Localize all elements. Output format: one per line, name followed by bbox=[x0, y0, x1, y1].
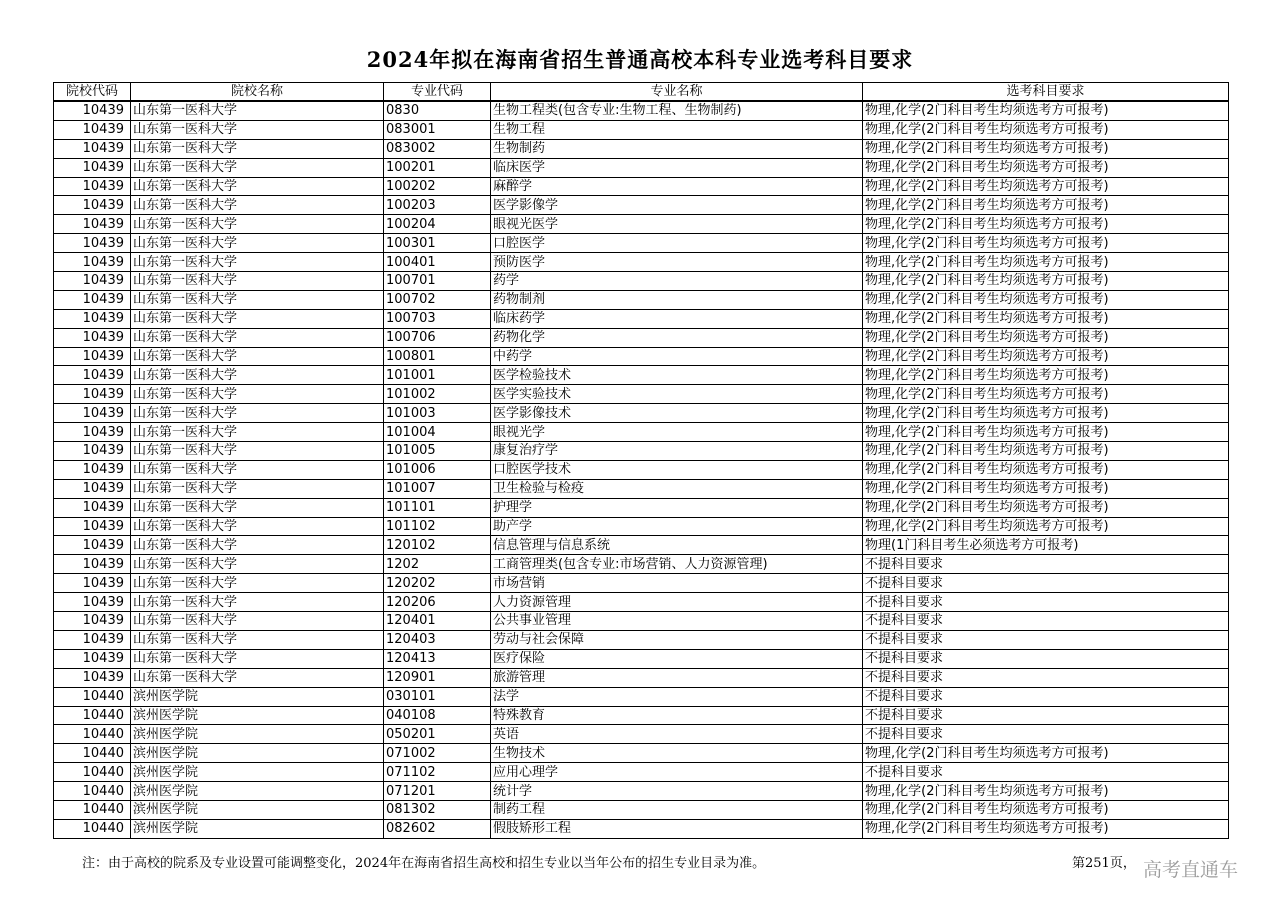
table-row bbox=[54, 668, 1229, 687]
school-name-cell: 山东第一医科大学 bbox=[131, 423, 384, 442]
major-name-cell: 助产学 bbox=[491, 517, 863, 536]
header-subject-requirement: 选考科目要求 bbox=[863, 83, 1229, 102]
school-code-cell: 10439 bbox=[54, 120, 131, 139]
table-row bbox=[54, 215, 1229, 234]
school-name-cell: 山东第一医科大学 bbox=[131, 574, 384, 593]
subject-requirement-cell: 不提科目要求 bbox=[863, 649, 1229, 668]
school-code-cell: 10439 bbox=[54, 139, 131, 158]
major-code-cell: 100201 bbox=[384, 158, 491, 177]
major-name-cell: 统计学 bbox=[491, 782, 863, 801]
school-code-cell: 10439 bbox=[54, 668, 131, 687]
major-name-cell: 公共事业管理 bbox=[491, 612, 863, 631]
header-major-code: 专业代码 bbox=[384, 83, 491, 102]
school-code-cell: 10440 bbox=[54, 782, 131, 801]
table-row bbox=[54, 139, 1229, 158]
school-code-cell: 10440 bbox=[54, 744, 131, 763]
school-code-cell: 10439 bbox=[54, 479, 131, 498]
subject-requirement-cell: 物理,化学(2门科目考生均须选考方可报考) bbox=[863, 479, 1229, 498]
school-code-cell: 10439 bbox=[54, 555, 131, 574]
major-name-cell: 法学 bbox=[491, 687, 863, 706]
table-row bbox=[54, 800, 1229, 819]
major-code-cell: 100203 bbox=[384, 196, 491, 215]
school-name-cell: 山东第一医科大学 bbox=[131, 404, 384, 423]
subject-requirement-cell: 不提科目要求 bbox=[863, 687, 1229, 706]
major-code-cell: 071002 bbox=[384, 744, 491, 763]
major-code-cell: 083002 bbox=[384, 139, 491, 158]
school-name-cell: 山东第一医科大学 bbox=[131, 139, 384, 158]
subject-requirement-cell: 不提科目要求 bbox=[863, 612, 1229, 631]
major-name-cell: 临床药学 bbox=[491, 309, 863, 328]
table-row bbox=[54, 819, 1229, 838]
subject-requirement-cell: 物理,化学(2门科目考生均须选考方可报考) bbox=[863, 139, 1229, 158]
school-name-cell: 山东第一医科大学 bbox=[131, 649, 384, 668]
major-name-cell: 康复治疗学 bbox=[491, 442, 863, 461]
major-name-cell: 信息管理与信息系统 bbox=[491, 536, 863, 555]
major-name-cell: 预防医学 bbox=[491, 253, 863, 272]
footer-note: 注：由于高校的院系及专业设置可能调整变化，2024年在海南省招生高校和招生专业以当年公布的招生专业目录为准。 bbox=[82, 856, 766, 871]
major-name-cell: 医疗保险 bbox=[491, 649, 863, 668]
school-code-cell: 10440 bbox=[54, 763, 131, 782]
school-code-cell: 10439 bbox=[54, 423, 131, 442]
school-name-cell: 山东第一医科大学 bbox=[131, 290, 384, 309]
major-name-cell: 眼视光医学 bbox=[491, 215, 863, 234]
school-code-cell: 10439 bbox=[54, 536, 131, 555]
major-code-cell: 0830 bbox=[384, 101, 491, 120]
school-code-cell: 10439 bbox=[54, 177, 131, 196]
table-row bbox=[54, 555, 1229, 574]
table-row bbox=[54, 498, 1229, 517]
major-code-cell: 100801 bbox=[384, 347, 491, 366]
subject-requirement-cell: 物理,化学(2门科目考生均须选考方可报考) bbox=[863, 385, 1229, 404]
subject-requirement-cell: 物理,化学(2门科目考生均须选考方可报考) bbox=[863, 782, 1229, 801]
major-code-cell: 101004 bbox=[384, 423, 491, 442]
major-code-cell: 082602 bbox=[384, 819, 491, 838]
table-row bbox=[54, 593, 1229, 612]
school-name-cell: 滨州医学院 bbox=[131, 819, 384, 838]
major-name-cell: 医学实验技术 bbox=[491, 385, 863, 404]
table-row bbox=[54, 744, 1229, 763]
subject-requirement-cell: 物理,化学(2门科目考生均须选考方可报考) bbox=[863, 442, 1229, 461]
table-row bbox=[54, 120, 1229, 139]
major-code-cell: 100703 bbox=[384, 309, 491, 328]
table-row bbox=[54, 782, 1229, 801]
table-row bbox=[54, 385, 1229, 404]
school-code-cell: 10439 bbox=[54, 196, 131, 215]
table-row bbox=[54, 517, 1229, 536]
major-name-cell: 眼视光学 bbox=[491, 423, 863, 442]
major-code-cell: 081302 bbox=[384, 800, 491, 819]
major-name-cell: 临床医学 bbox=[491, 158, 863, 177]
school-code-cell: 10439 bbox=[54, 101, 131, 120]
subject-requirement-cell: 物理,化学(2门科目考生均须选考方可报考) bbox=[863, 328, 1229, 347]
school-code-cell: 10439 bbox=[54, 442, 131, 461]
subject-requirement-cell: 物理,化学(2门科目考生均须选考方可报考) bbox=[863, 366, 1229, 385]
subject-requirement-cell: 物理,化学(2门科目考生均须选考方可报考) bbox=[863, 196, 1229, 215]
major-code-cell: 050201 bbox=[384, 725, 491, 744]
subject-requirement-cell: 物理,化学(2门科目考生均须选考方可报考) bbox=[863, 101, 1229, 120]
table-row bbox=[54, 423, 1229, 442]
school-code-cell: 10439 bbox=[54, 272, 131, 291]
major-name-cell: 麻醉学 bbox=[491, 177, 863, 196]
major-code-cell: 100401 bbox=[384, 253, 491, 272]
major-code-cell: 083001 bbox=[384, 120, 491, 139]
table-row bbox=[54, 309, 1229, 328]
major-name-cell: 口腔医学 bbox=[491, 234, 863, 253]
table-row bbox=[54, 442, 1229, 461]
school-name-cell: 山东第一医科大学 bbox=[131, 196, 384, 215]
subject-requirement-cell: 不提科目要求 bbox=[863, 763, 1229, 782]
major-name-cell: 工商管理类(包含专业:市场营销、人力资源管理) bbox=[491, 555, 863, 574]
major-code-cell: 071201 bbox=[384, 782, 491, 801]
table-row bbox=[54, 536, 1229, 555]
school-name-cell: 山东第一医科大学 bbox=[131, 253, 384, 272]
school-code-cell: 10439 bbox=[54, 347, 131, 366]
school-name-cell: 山东第一医科大学 bbox=[131, 460, 384, 479]
table-row bbox=[54, 630, 1229, 649]
school-name-cell: 山东第一医科大学 bbox=[131, 517, 384, 536]
subject-requirement-cell: 物理,化学(2门科目考生均须选考方可报考) bbox=[863, 215, 1229, 234]
table-row bbox=[54, 725, 1229, 744]
school-code-cell: 10439 bbox=[54, 385, 131, 404]
school-name-cell: 山东第一医科大学 bbox=[131, 120, 384, 139]
table-row bbox=[54, 479, 1229, 498]
subject-requirement-cell: 物理,化学(2门科目考生均须选考方可报考) bbox=[863, 423, 1229, 442]
school-code-cell: 10439 bbox=[54, 460, 131, 479]
school-name-cell: 滨州医学院 bbox=[131, 782, 384, 801]
major-name-cell: 生物技术 bbox=[491, 744, 863, 763]
school-name-cell: 山东第一医科大学 bbox=[131, 612, 384, 631]
header-major-name: 专业名称 bbox=[491, 83, 863, 102]
subject-requirement-cell: 物理,化学(2门科目考生均须选考方可报考) bbox=[863, 517, 1229, 536]
major-code-cell: 120401 bbox=[384, 612, 491, 631]
school-name-cell: 山东第一医科大学 bbox=[131, 177, 384, 196]
major-name-cell: 口腔医学技术 bbox=[491, 460, 863, 479]
major-code-cell: 120206 bbox=[384, 593, 491, 612]
subject-requirement-cell: 物理,化学(2门科目考生均须选考方可报考) bbox=[863, 460, 1229, 479]
school-code-cell: 10439 bbox=[54, 158, 131, 177]
school-name-cell: 山东第一医科大学 bbox=[131, 234, 384, 253]
school-code-cell: 10440 bbox=[54, 725, 131, 744]
school-code-cell: 10439 bbox=[54, 234, 131, 253]
subject-requirement-cell: 物理,化学(2门科目考生均须选考方可报考) bbox=[863, 404, 1229, 423]
major-code-cell: 101002 bbox=[384, 385, 491, 404]
school-code-cell: 10439 bbox=[54, 253, 131, 272]
major-name-cell: 市场营销 bbox=[491, 574, 863, 593]
subject-requirement-cell: 不提科目要求 bbox=[863, 555, 1229, 574]
major-name-cell: 生物制药 bbox=[491, 139, 863, 158]
major-code-cell: 101001 bbox=[384, 366, 491, 385]
school-code-cell: 10439 bbox=[54, 328, 131, 347]
school-code-cell: 10439 bbox=[54, 290, 131, 309]
subject-requirement-cell: 物理,化学(2门科目考生均须选考方可报考) bbox=[863, 234, 1229, 253]
major-code-cell: 120901 bbox=[384, 668, 491, 687]
subject-requirement-cell: 物理,化学(2门科目考生均须选考方可报考) bbox=[863, 290, 1229, 309]
header-school-code: 院校代码 bbox=[54, 83, 131, 102]
school-name-cell: 滨州医学院 bbox=[131, 687, 384, 706]
school-name-cell: 山东第一医科大学 bbox=[131, 479, 384, 498]
subject-requirement-cell: 不提科目要求 bbox=[863, 593, 1229, 612]
table-row bbox=[54, 347, 1229, 366]
major-code-cell: 101101 bbox=[384, 498, 491, 517]
subject-requirement-cell: 物理,化学(2门科目考生均须选考方可报考) bbox=[863, 158, 1229, 177]
major-code-cell: 1202 bbox=[384, 555, 491, 574]
subject-requirement-cell: 物理,化学(2门科目考生均须选考方可报考) bbox=[863, 253, 1229, 272]
major-name-cell: 医学影像学 bbox=[491, 196, 863, 215]
school-name-cell: 山东第一医科大学 bbox=[131, 555, 384, 574]
table-row bbox=[54, 290, 1229, 309]
major-code-cell: 100706 bbox=[384, 328, 491, 347]
major-name-cell: 药物化学 bbox=[491, 328, 863, 347]
school-name-cell: 山东第一医科大学 bbox=[131, 158, 384, 177]
school-name-cell: 滨州医学院 bbox=[131, 706, 384, 725]
school-name-cell: 滨州医学院 bbox=[131, 763, 384, 782]
major-name-cell: 护理学 bbox=[491, 498, 863, 517]
major-name-cell: 应用心理学 bbox=[491, 763, 863, 782]
school-name-cell: 山东第一医科大学 bbox=[131, 498, 384, 517]
school-name-cell: 山东第一医科大学 bbox=[131, 593, 384, 612]
page-number: 第251页， bbox=[1072, 856, 1136, 871]
major-name-cell: 旅游管理 bbox=[491, 668, 863, 687]
major-code-cell: 101007 bbox=[384, 479, 491, 498]
table-row bbox=[54, 404, 1229, 423]
subject-requirement-cell: 不提科目要求 bbox=[863, 706, 1229, 725]
table-row bbox=[54, 328, 1229, 347]
school-name-cell: 山东第一医科大学 bbox=[131, 101, 384, 120]
subject-requirement-cell: 物理,化学(2门科目考生均须选考方可报考) bbox=[863, 800, 1229, 819]
school-code-cell: 10439 bbox=[54, 309, 131, 328]
major-name-cell: 医学检验技术 bbox=[491, 366, 863, 385]
table-row bbox=[54, 687, 1229, 706]
school-code-cell: 10440 bbox=[54, 800, 131, 819]
school-name-cell: 山东第一医科大学 bbox=[131, 630, 384, 649]
subject-requirement-cell: 物理(1门科目考生必须选考方可报考) bbox=[863, 536, 1229, 555]
school-code-cell: 10439 bbox=[54, 498, 131, 517]
major-name-cell: 特殊教育 bbox=[491, 706, 863, 725]
subject-requirement-cell: 不提科目要求 bbox=[863, 725, 1229, 744]
page-title: 2024年拟在海南省招生普通高校本科专业选考科目要求 bbox=[366, 47, 914, 72]
table-header-row bbox=[54, 83, 1229, 102]
table-row bbox=[54, 253, 1229, 272]
subject-requirement-cell: 物理,化学(2门科目考生均须选考方可报考) bbox=[863, 347, 1229, 366]
header-school-name: 院校名称 bbox=[131, 83, 384, 102]
school-name-cell: 山东第一医科大学 bbox=[131, 328, 384, 347]
major-code-cell: 120413 bbox=[384, 649, 491, 668]
subject-requirement-cell: 不提科目要求 bbox=[863, 630, 1229, 649]
school-name-cell: 山东第一医科大学 bbox=[131, 215, 384, 234]
major-code-cell: 071102 bbox=[384, 763, 491, 782]
major-code-cell: 030101 bbox=[384, 687, 491, 706]
major-code-cell: 040108 bbox=[384, 706, 491, 725]
school-name-cell: 滨州医学院 bbox=[131, 725, 384, 744]
table-row bbox=[54, 177, 1229, 196]
school-code-cell: 10440 bbox=[54, 687, 131, 706]
school-name-cell: 山东第一医科大学 bbox=[131, 309, 384, 328]
subject-requirement-cell: 物理,化学(2门科目考生均须选考方可报考) bbox=[863, 120, 1229, 139]
major-name-cell: 中药学 bbox=[491, 347, 863, 366]
school-name-cell: 山东第一医科大学 bbox=[131, 536, 384, 555]
subject-requirement-cell: 不提科目要求 bbox=[863, 668, 1229, 687]
school-code-cell: 10439 bbox=[54, 366, 131, 385]
subject-requirement-cell: 物理,化学(2门科目考生均须选考方可报考) bbox=[863, 177, 1229, 196]
major-code-cell: 100202 bbox=[384, 177, 491, 196]
major-name-cell: 制药工程 bbox=[491, 800, 863, 819]
school-code-cell: 10439 bbox=[54, 630, 131, 649]
major-code-cell: 101006 bbox=[384, 460, 491, 479]
table-row bbox=[54, 234, 1229, 253]
school-code-cell: 10440 bbox=[54, 819, 131, 838]
major-name-cell: 卫生检验与检疫 bbox=[491, 479, 863, 498]
school-code-cell: 10439 bbox=[54, 215, 131, 234]
requirements-table bbox=[53, 82, 1229, 839]
major-code-cell: 120202 bbox=[384, 574, 491, 593]
major-name-cell: 英语 bbox=[491, 725, 863, 744]
school-name-cell: 山东第一医科大学 bbox=[131, 272, 384, 291]
school-name-cell: 山东第一医科大学 bbox=[131, 668, 384, 687]
table-row bbox=[54, 649, 1229, 668]
major-name-cell: 生物工程类(包含专业:生物工程、生物制药) bbox=[491, 101, 863, 120]
major-name-cell: 劳动与社会保障 bbox=[491, 630, 863, 649]
major-name-cell: 人力资源管理 bbox=[491, 593, 863, 612]
major-code-cell: 101102 bbox=[384, 517, 491, 536]
subject-requirement-cell: 物理,化学(2门科目考生均须选考方可报考) bbox=[863, 744, 1229, 763]
table-row bbox=[54, 460, 1229, 479]
major-name-cell: 药学 bbox=[491, 272, 863, 291]
subject-requirement-cell: 物理,化学(2门科目考生均须选考方可报考) bbox=[863, 309, 1229, 328]
table-row bbox=[54, 574, 1229, 593]
major-code-cell: 100301 bbox=[384, 234, 491, 253]
major-code-cell: 101003 bbox=[384, 404, 491, 423]
school-code-cell: 10439 bbox=[54, 517, 131, 536]
school-name-cell: 滨州医学院 bbox=[131, 800, 384, 819]
watermark: 高考直通车 bbox=[1143, 859, 1239, 881]
school-name-cell: 山东第一医科大学 bbox=[131, 385, 384, 404]
school-name-cell: 山东第一医科大学 bbox=[131, 347, 384, 366]
subject-requirement-cell: 不提科目要求 bbox=[863, 574, 1229, 593]
table-row bbox=[54, 366, 1229, 385]
school-code-cell: 10439 bbox=[54, 574, 131, 593]
table-row bbox=[54, 196, 1229, 215]
major-code-cell: 120403 bbox=[384, 630, 491, 649]
major-name-cell: 假肢矫形工程 bbox=[491, 819, 863, 838]
school-code-cell: 10439 bbox=[54, 593, 131, 612]
major-code-cell: 100702 bbox=[384, 290, 491, 309]
subject-requirement-cell: 物理,化学(2门科目考生均须选考方可报考) bbox=[863, 272, 1229, 291]
major-name-cell: 药物制剂 bbox=[491, 290, 863, 309]
school-code-cell: 10439 bbox=[54, 612, 131, 631]
major-code-cell: 120102 bbox=[384, 536, 491, 555]
school-code-cell: 10440 bbox=[54, 706, 131, 725]
major-code-cell: 101005 bbox=[384, 442, 491, 461]
table-row bbox=[54, 706, 1229, 725]
table-row bbox=[54, 158, 1229, 177]
school-name-cell: 滨州医学院 bbox=[131, 744, 384, 763]
school-name-cell: 山东第一医科大学 bbox=[131, 366, 384, 385]
school-code-cell: 10439 bbox=[54, 404, 131, 423]
subject-requirement-cell: 物理,化学(2门科目考生均须选考方可报考) bbox=[863, 819, 1229, 838]
school-code-cell: 10439 bbox=[54, 649, 131, 668]
table-row bbox=[54, 612, 1229, 631]
school-name-cell: 山东第一医科大学 bbox=[131, 442, 384, 461]
table-row bbox=[54, 763, 1229, 782]
major-name-cell: 生物工程 bbox=[491, 120, 863, 139]
table-row bbox=[54, 101, 1229, 120]
major-code-cell: 100204 bbox=[384, 215, 491, 234]
major-name-cell: 医学影像技术 bbox=[491, 404, 863, 423]
major-code-cell: 100701 bbox=[384, 272, 491, 291]
subject-requirement-cell: 物理,化学(2门科目考生均须选考方可报考) bbox=[863, 498, 1229, 517]
table-row bbox=[54, 272, 1229, 291]
